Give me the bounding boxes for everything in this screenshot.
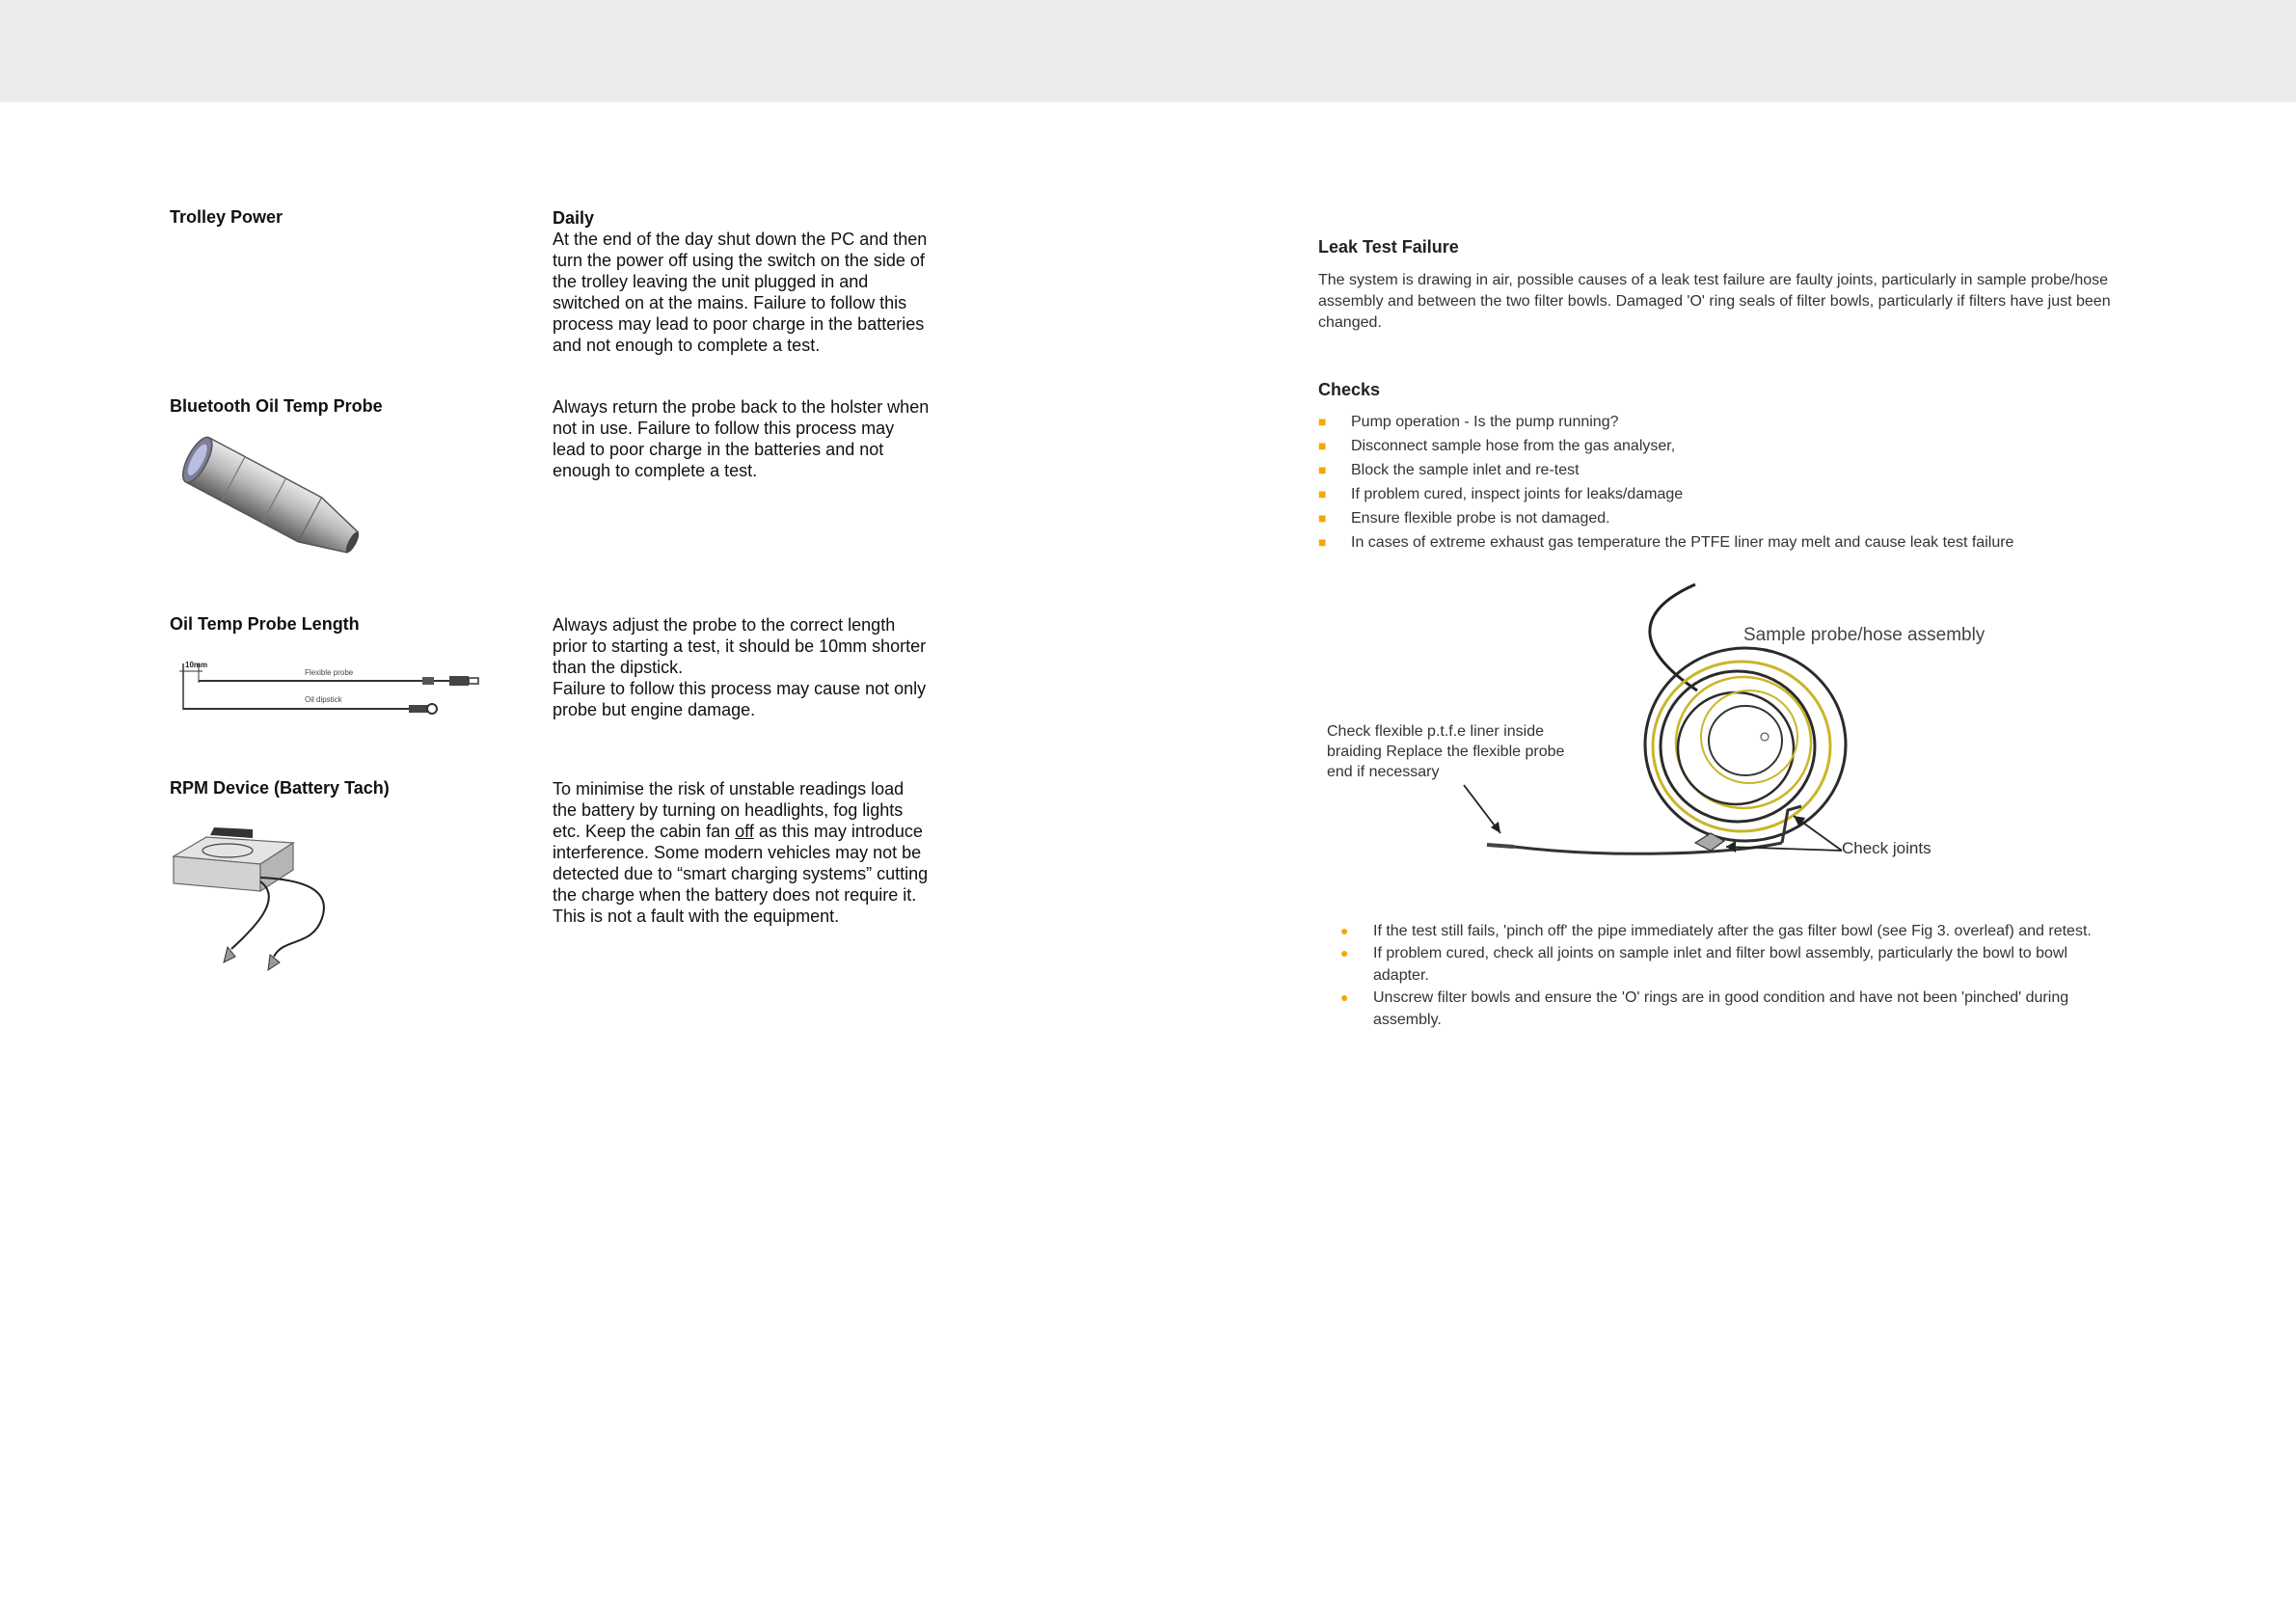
diagram-label-assembly: Sample probe/hose assembly [1743, 625, 1985, 645]
bullet-icon: ■ [1318, 438, 1327, 453]
follow-up-text: If problem cured, check all joints on sample inlet and filter bowl assembly, particularly the bowl to bowl adapter. [1373, 945, 2068, 984]
check-text: Ensure flexible probe is not damaged. [1351, 510, 1610, 527]
bluetooth-probe-image [170, 436, 382, 567]
follow-up-item [1340, 987, 2123, 1031]
row-text-probe-length [553, 614, 931, 720]
checks-list-item [1318, 410, 2147, 434]
diagram-label-liner-line: braiding Replace the flexible probe [1327, 744, 1565, 760]
probe-length-diagram [170, 658, 498, 716]
bullet-icon: ● [1340, 945, 1349, 961]
row-body-trolley-power: At the end of the day shut down the PC and then turn the power off using the switch on the side of the trolley leaving the unit plugged in and switched on at the mains. Failure to follow this process may lead to poor charge in the batteries and not enough to complete a test. [553, 230, 928, 355]
checks-list-item [1318, 458, 2147, 482]
row-subheading-daily: Daily [553, 208, 595, 228]
row-title-trolley-power: Trolley Power [170, 207, 284, 227]
follow-up-item [1340, 920, 2123, 942]
row-title-probe-length: Oil Temp Probe Length [170, 614, 360, 634]
follow-up-item [1340, 942, 2123, 987]
check-text: Block the sample inlet and re-test [1351, 462, 1580, 478]
diagram-dim-label: 10mm [185, 661, 208, 669]
bullet-icon: ■ [1318, 534, 1327, 550]
check-text: Pump operation - Is the pump running? [1351, 414, 1619, 430]
diagram-upper-label: Flexible probe [305, 668, 354, 677]
diagram-label-liner [1327, 721, 1564, 782]
bullet-icon: ■ [1318, 510, 1327, 526]
bullet-icon: ■ [1318, 462, 1327, 477]
bullet-icon: ■ [1318, 414, 1327, 429]
row-title-bluetooth-probe: Bluetooth Oil Temp Probe [170, 396, 383, 416]
follow-up-list [1340, 920, 2123, 1031]
row-body-probe-length-1: Always adjust the probe to the correct length prior to starting a test, it should be 10mm shorter than the dipstick. [553, 615, 927, 677]
checks-list-item [1318, 434, 2147, 458]
check-text: Disconnect sample hose from the gas analyser, [1351, 438, 1676, 454]
row-body-rpm-underlined: off [735, 822, 754, 841]
row-title-rpm-device: RPM Device (Battery Tach) [170, 778, 390, 798]
checks-list-item [1318, 530, 2147, 555]
bullet-icon: ● [1340, 989, 1349, 1005]
row-body-probe-length-2: Failure to follow this process may cause not only probe but engine damage. [553, 679, 927, 719]
check-text: If problem cured, inspect joints for leaks/damage [1351, 486, 1684, 502]
diagram-label-liner-line: end if necessary [1327, 764, 1440, 780]
row-body-rpm-2: as this may introduce interference. Some modern vehicles may not be detected due to “smart charging systems” cutting the charge when the battery does not require it. This is not a fault with the equipment. [553, 822, 929, 926]
bullet-icon: ■ [1318, 486, 1327, 501]
leak-test-intro: The system is drawing in air, possible causes of a leak test failure are faulty joints, particularly in sample probe/hose assembly and between the two filter bowls. Damaged 'O' ring seals of filter bowls, particularly if filters have just been changed. [1318, 272, 2111, 331]
sample-probe-hose-diagram [1321, 575, 2015, 876]
row-body-rpm-1: To minimise the risk of unstable readings load the battery by turning on headlights, fog lights etc. Keep the cabin fan [553, 779, 905, 841]
bullet-icon: ● [1340, 923, 1349, 938]
checks-list-item [1318, 506, 2147, 530]
leak-test-heading: Leak Test Failure [1318, 237, 1459, 257]
follow-up-text: Unscrew filter bowls and ensure the 'O' rings are in good condition and have not been 'pinched' during assembly. [1373, 989, 2069, 1028]
row-text-rpm-device [553, 778, 931, 927]
battery-tach-image [168, 822, 351, 976]
row-text-trolley-power [553, 207, 931, 356]
diagram-label-liner-line: Check flexible p.t.f.e liner inside [1327, 723, 1544, 740]
check-text: In cases of extreme exhaust gas temperature the PTFE liner may melt and cause leak test failure [1351, 534, 2014, 551]
checks-list [1318, 410, 2147, 555]
diagram-label-joints: Check joints [1842, 839, 1931, 857]
row-text-bluetooth-probe: Always return the probe back to the holster when not in use. Failure to follow this process may lead to poor charge in the batteries and not enough to complete a test. [553, 397, 930, 480]
diagram-lower-label: Oil dipstick [305, 695, 342, 704]
follow-up-text: If the test still fails, 'pinch off' the pipe immediately after the gas filter bowl (see Fig 3. overleaf) and retest. [1373, 923, 2092, 939]
viewer-top-bar [0, 0, 2296, 102]
checks-list-item [1318, 482, 2147, 506]
checks-heading: Checks [1318, 380, 1381, 399]
